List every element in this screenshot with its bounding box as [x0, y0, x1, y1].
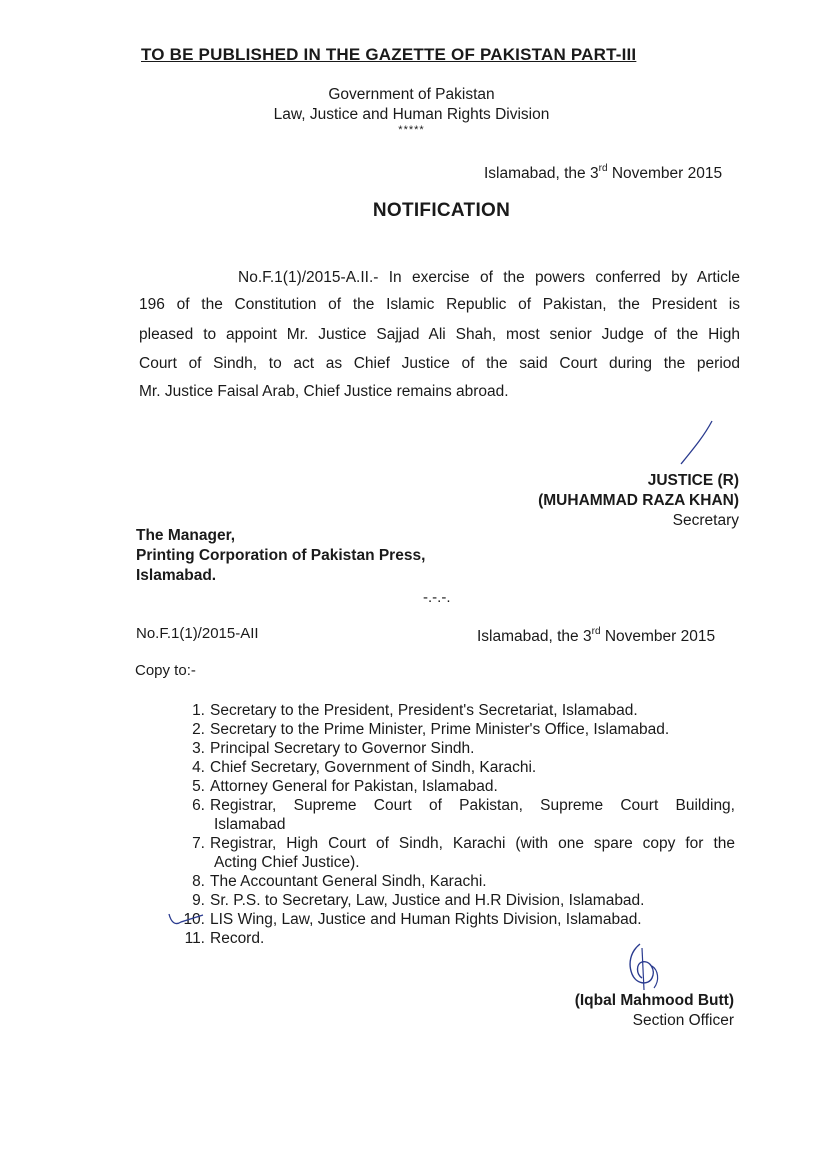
notification-body-line-1: No.F.1(1)/2015-A.II.- In exercise of the powers conferred by Article — [238, 269, 740, 286]
reference-number: No.F.1(1)/2015-AII — [136, 625, 259, 642]
header-separator: ***** — [398, 124, 425, 136]
signatory-title: JUSTICE (R) — [647, 472, 739, 489]
copy-date: Islamabad, the 3rd November 2015 — [477, 626, 716, 645]
section-officer-name: (Iqbal Mahmood Butt) — [574, 992, 734, 1009]
list-item: 3. Principal Secretary to Governor Sindh. — [192, 740, 475, 757]
signatory-designation: Secretary — [672, 512, 739, 529]
list-item: 1. Secretary to the President, President's Secretariat, Islamabad. — [192, 702, 638, 719]
list-item: 11. Record. — [184, 930, 265, 947]
list-item: 9. Sr. P.S. to Secretary, Law, Justice and H.R Division, Islamabad. — [192, 892, 645, 909]
list-item: 10. LIS Wing, Law, Justice and Human Rights Division, Islamabad. — [183, 910, 735, 929]
list-item: 6. Registrar, Supreme Court of Pakistan, Supreme Court Building, Islamabad — [192, 797, 735, 833]
list-item: 5. Attorney General for Pakistan, Islamabad. — [192, 778, 498, 795]
section-divider: -.-.-. — [423, 589, 451, 606]
list-item: 2. Secretary to the Prime Minister, Prime Minister's Office, Islamabad. — [192, 721, 670, 738]
addressee-line-1: The Manager, — [136, 527, 236, 544]
notification-body-line-4: Court of Sindh, to act as Chief Justice of the said Court during the period — [139, 355, 740, 372]
signature-mark-2 — [622, 940, 666, 996]
notification-date: Islamabad, the 3rd November 2015 — [484, 163, 723, 182]
notification-title: NOTIFICATION — [372, 200, 511, 221]
list-item: 7. Registrar, High Court of Sindh, Karachi (with one spare copy for the Acting Chief Justice). — [192, 835, 735, 871]
copy-to-label: Copy to:- — [135, 662, 196, 679]
notification-body-line-5: Mr. Justice Faisal Arab, Chief Justice remains abroad. — [139, 383, 509, 400]
government-name: Government of Pakistan — [328, 86, 495, 103]
list-item: 8. The Accountant General Sindh, Karachi. — [192, 873, 487, 890]
signatory-name: (MUHAMMAD RAZA KHAN) — [538, 492, 739, 509]
gazette-title: TO BE PUBLISHED IN THE GAZETTE OF PAKISTAN PART-III — [141, 45, 637, 64]
signature-mark-1 — [676, 418, 716, 468]
copy-list — [183, 701, 735, 948]
notification-body-line-2: 196 of the Constitution of the Islamic Republic of Pakistan, the President is — [139, 296, 740, 313]
list-item: 4. Chief Secretary, Government of Sindh, Karachi. — [192, 759, 537, 776]
addressee-line-3: Islamabad. — [136, 567, 217, 584]
addressee-line-2: Printing Corporation of Pakistan Press, — [136, 547, 426, 564]
notification-body-line-3: pleased to appoint Mr. Justice Sajjad Ali Shah, most senior Judge of the High — [139, 326, 740, 343]
division-name: Law, Justice and Human Rights Division — [273, 106, 550, 123]
section-officer-designation: Section Officer — [632, 1012, 734, 1029]
handwritten-check-mark — [167, 910, 207, 930]
